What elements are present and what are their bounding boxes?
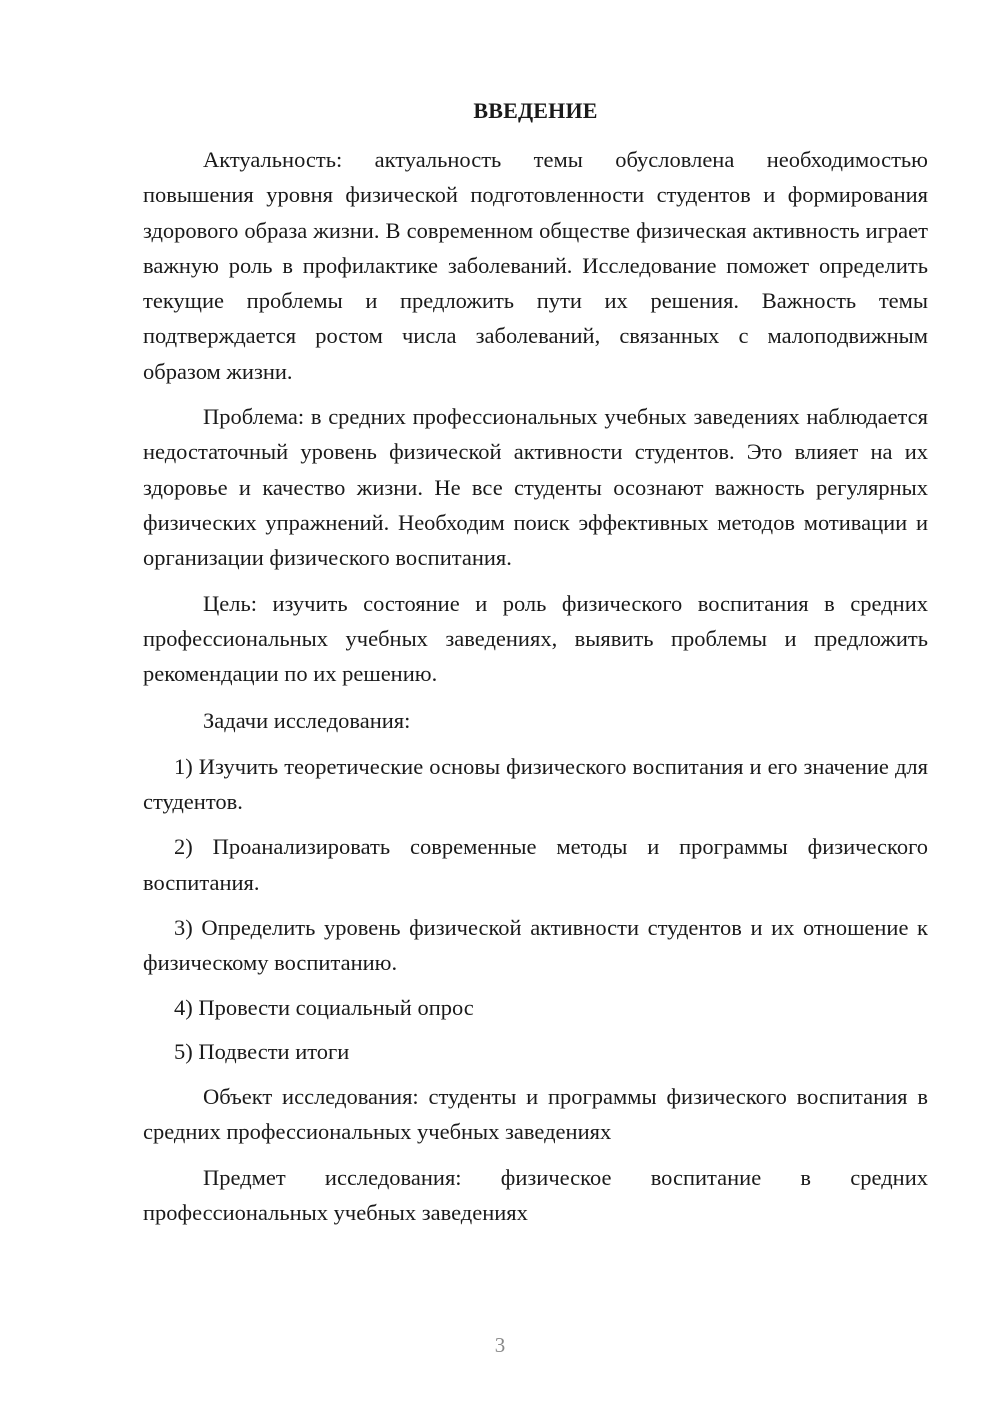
relevance-paragraph: Актуальность: актуальность темы обусловлена необходимостью повышения уровня физической подготовленности студентов и формирования здорового образа жизни. В современном обществе физическая активность играет важную роль в профилактике заболеваний. Исследование поможет определить текущие проблемы и предложить пути их решения. Важность темы подтверждается ростом числа заболеваний, связанных с малоподвижным образом жизни. [143, 147, 928, 384]
subject-paragraph: Предмет исследования: физическое воспитание в средних профессиональных учебных заведениях [143, 1164, 928, 1226]
page-number: 3 [494, 1333, 506, 1357]
goal-paragraph: Цель: изучить состояние и роль физического воспитания в средних профессиональных учебных заведениях, выявить проблемы и предложить рекомендации по их решению. [143, 590, 928, 687]
task-item-2: 2) Проанализировать современные методы и программы физического воспитания. [143, 834, 928, 895]
task-item-4: 4) Провести социальный опрос [174, 994, 474, 1020]
object-paragraph: Объект исследования: студенты и программы физического воспитания в средних профессиональных учебных заведениях [143, 1084, 928, 1145]
task-item-1: 1) Изучить теоретические основы физического воспитания и его значение для студентов. [143, 753, 928, 815]
section-title: ВВЕДЕНИЕ [473, 98, 598, 123]
document-page [143, 96, 928, 1230]
task-item-3: 3) Определить уровень физической активности студентов и их отношение к физическому воспитанию. [143, 914, 928, 976]
tasks-heading: Задачи исследования: [203, 708, 411, 734]
task-item-5: 5) Подвести итоги [174, 1038, 350, 1064]
problem-paragraph: Проблема: в средних профессиональных учебных заведениях наблюдается недостаточный уровень физической активности студентов. Это влияет на их здоровье и качество жизни. Не все студенты осознают важность регулярных физических упражнений. Необходим поиск эффективных методов мотивации и организации физического воспитания. [143, 404, 928, 571]
